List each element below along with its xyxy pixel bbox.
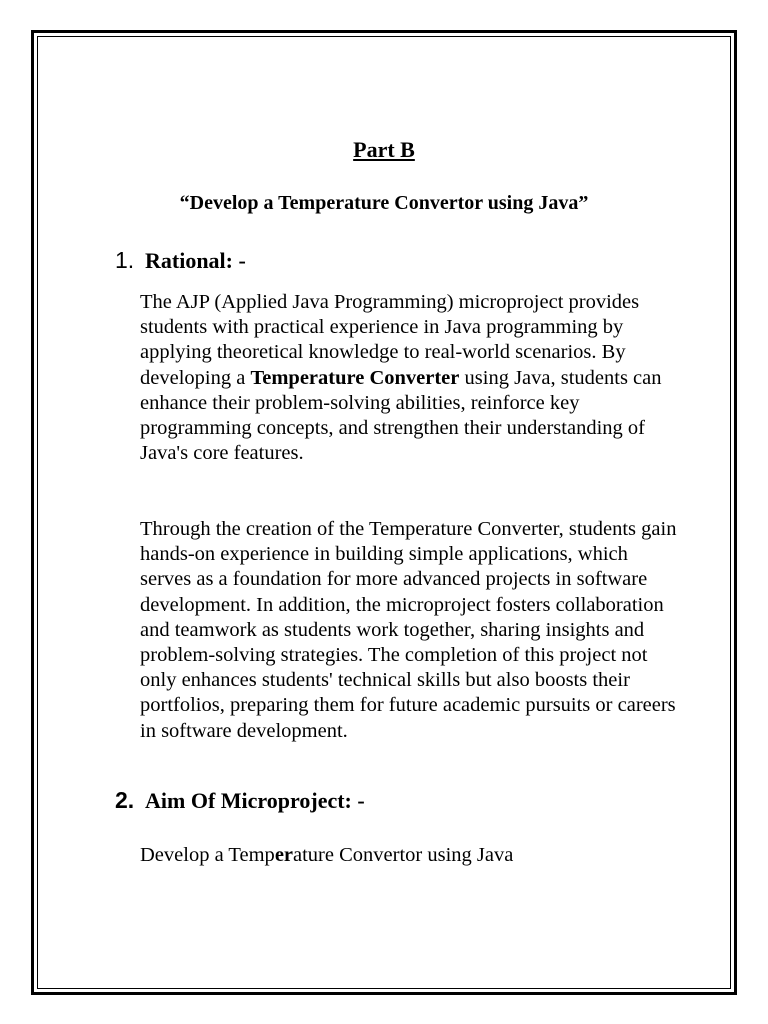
aim-text: [140, 844, 513, 867]
section-heading-aim: [115, 787, 365, 814]
paragraph-text: The AJP (Applied Java Programming) microproject provides students with practical experience in Java programming by applying theoretical knowledge to real-world scenarios. By developing a: [140, 291, 640, 389]
section-number: 2.: [115, 787, 135, 813]
paragraph-text: using Java, students can enhance their problem-solving abilities, reinforce key programming concepts, and strengthen their understanding of Java's core features.: [140, 366, 662, 465]
aim-text-part: Develop a Temp: [140, 844, 275, 866]
section-heading-label: Rational: -: [145, 248, 246, 273]
aim-text-part: ature Convertor using Java: [293, 844, 514, 866]
bold-term: Temperature Converter: [250, 366, 460, 389]
page-title: Part B: [353, 137, 415, 162]
section-heading-label: Aim Of Microproject: -: [145, 788, 365, 813]
project-subtitle: “Develop a Temperature Convertor using Java”: [179, 192, 589, 214]
section-heading-rational: [115, 247, 246, 274]
aim-text-bold: er: [274, 844, 294, 866]
rational-paragraph-2: Through the creation of the Temperature Converter, students gain hands-on experience in building simple applications, which serves as a foundation for more advanced projects in software development. In addition, the microproject fosters collaboration and teamwork as students work together, sharing insights and problem-solving strategies. The completion of this project not only enhances students' technical skills but also boosts their portfolios, preparing them for future academic pursuits or careers in software development.: [140, 518, 677, 742]
rational-paragraph-1: [140, 290, 680, 466]
section-number: 1.: [115, 247, 135, 273]
